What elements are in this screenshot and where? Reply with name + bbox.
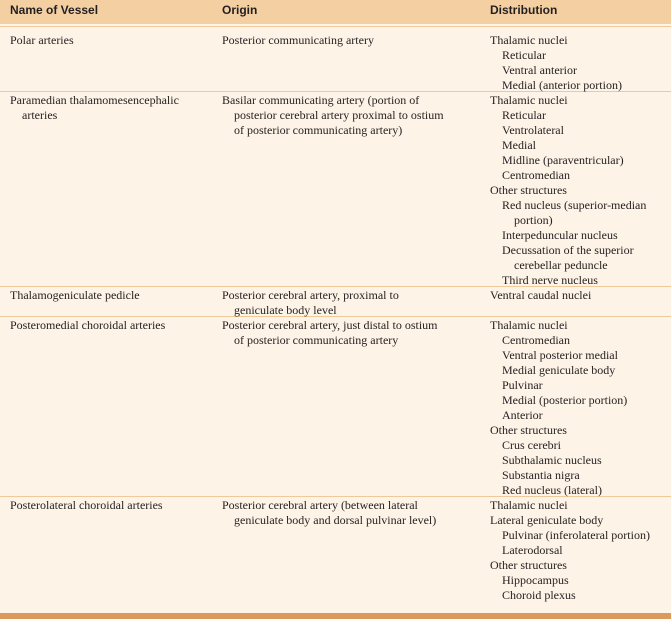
vessel-cell [10,498,163,513]
origin-line: of posterior communicating artery [234,333,399,347]
origin-cell [222,288,399,318]
distribution-line: cerebellar peduncle [514,258,608,272]
distribution-line: Ventrolateral [502,123,564,137]
table-bottom-bar [0,613,671,619]
vessel-line: arteries [22,108,58,122]
vessel-cell [10,33,74,48]
distribution-line: Medial geniculate body [502,363,616,377]
distribution-line: Anterior [502,408,543,422]
distribution-cell [490,93,646,288]
origin-cell [222,93,444,138]
distribution-cell [490,33,622,93]
origin-line: posterior cerebral artery proximal to ostium [234,108,444,122]
distribution-line: Medial [502,138,536,152]
header-vessel: Name of Vessel [10,3,99,17]
distribution-line: Midline (paraventricular) [502,153,624,167]
distribution-line: Third nerve nucleus [502,273,598,287]
distribution-line: Reticular [502,108,546,122]
distribution-line: Interpeduncular nucleus [502,228,618,242]
origin-line: Posterior cerebral artery (between lateral [222,498,418,512]
distribution-line: Ventral caudal nuclei [490,288,592,302]
distribution-line: Ventral posterior medial [502,348,618,362]
distribution-line: Other structures [490,558,567,572]
origin-cell [222,33,374,48]
header-origin: Origin [222,3,258,17]
distribution-line: Medial (posterior portion) [502,393,628,407]
origin-line: Posterior cerebral artery, just distal to ostium [222,318,438,332]
distribution-line: Lateral geniculate body [490,513,604,527]
distribution-line: Subthalamic nucleus [502,453,602,467]
origin-line: geniculate body level [234,303,337,317]
distribution-line: Pulvinar [502,378,543,392]
distribution-line: Centromedian [502,168,570,182]
distribution-line: Pulvinar (inferolateral portion) [502,528,650,542]
origin-line: Posterior cerebral artery, proximal to [222,288,399,302]
distribution-line: Other structures [490,183,567,197]
distribution-line: Thalamic nuclei [490,93,568,107]
distribution-line: Thalamic nuclei [490,498,568,512]
distribution-line: Centromedian [502,333,570,347]
distribution-line: Thalamic nuclei [490,33,568,47]
distribution-line: Ventral anterior [502,63,577,77]
distribution-line: portion) [514,213,553,227]
origin-line: geniculate body and dorsal pulvinar level) [234,513,437,527]
origin-line: of posterior communicating artery) [234,123,403,137]
distribution-line: Decussation of the superior [502,243,634,257]
table-header [0,0,671,24]
origin-line: Basilar communicating artery (portion of [222,93,420,107]
vessel-line: Thalamogeniculate pedicle [10,288,140,302]
distribution-line: Reticular [502,48,546,62]
distribution-cell [490,318,627,498]
row-divider [0,26,671,27]
vessel-cell [10,93,179,123]
distribution-line: Red nucleus (lateral) [502,483,602,497]
vessel-cell [10,318,165,333]
origin-cell [222,498,436,528]
origin-line: Posterior communicating artery [222,33,374,47]
distribution-line: Red nucleus (superior-median [502,198,647,212]
distribution-line: Crus cerebri [502,438,561,452]
vessel-line: Posterolateral choroidal arteries [10,498,163,512]
origin-cell [222,318,438,348]
distribution-line: Hippocampus [502,573,569,587]
distribution-cell [490,498,650,603]
vessel-cell [10,288,140,303]
distribution-line: Laterodorsal [502,543,563,557]
distribution-line: Choroid plexus [502,588,576,602]
vessel-line: Paramedian thalamomesencephalic [10,93,179,107]
distribution-line: Other structures [490,423,567,437]
distribution-line: Substantia nigra [502,468,580,482]
vessel-line: Posteromedial choroidal arteries [10,318,166,332]
header-distribution: Distribution [490,3,558,17]
distribution-cell [490,288,591,303]
distribution-line: Medial (anterior portion) [502,78,622,92]
distribution-line: Thalamic nuclei [490,318,568,332]
vessel-line: Polar arteries [10,33,74,47]
